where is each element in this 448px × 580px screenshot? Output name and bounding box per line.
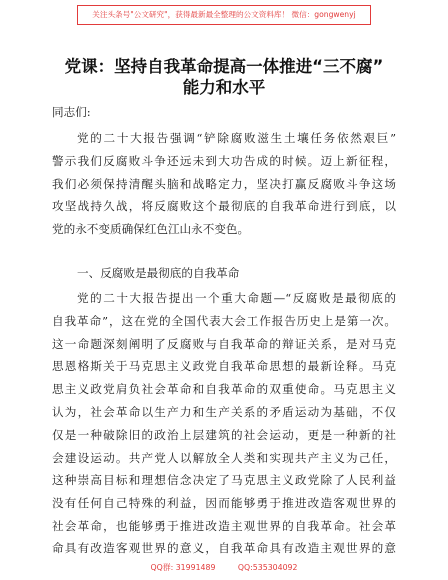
paragraph2-line: 思恩格斯关于马克思主义政党自我革命思想的最新诠释。马克 xyxy=(52,359,396,373)
paragraph2-line: 社会革命，也能够勇于推进改造主观世界的自我革命。社会革 xyxy=(52,519,396,533)
paragraph1-line: 我们必须保持清醒头脑和战略定力，坚决打赢反腐败斗争这场 xyxy=(52,177,396,191)
section-heading: 一、反腐败是最彻底的自我革命 xyxy=(77,266,240,280)
paragraph2-line: 这种崇高目标和理想信念决定了马克思主义政党除了人民利益 xyxy=(52,473,396,487)
paragraph2-line: 思主义政党肩负社会革命和自我革命的双重使命。马克思主义 xyxy=(52,382,396,396)
paragraph1-line: 警示我们反腐败斗争还远未到大功告成的时候。迈上新征程， xyxy=(52,154,396,168)
document-title-line2: 能力和水平 xyxy=(182,78,266,97)
paragraph2-line: 仅是一种破除旧的政治上层建筑的社会运动，更是一种新的社 xyxy=(52,428,396,442)
paragraph2-line: 自我革命”，这在党的全国代表大会工作报告历史上是第一次。 xyxy=(52,314,396,328)
salutation: 同志们: xyxy=(52,105,91,119)
paragraph2-line: 命具有改造客观世界的意义，自我革命具有改造主观世界的意 xyxy=(52,541,396,555)
paragraph2-line: 没有任何自己特殊的利益，因而能够勇于推进改造客观世界的 xyxy=(52,496,396,510)
paragraph1-line: 党的永不变质确保红色江山永不变色。 xyxy=(52,222,250,236)
page-footer xyxy=(0,562,448,574)
footer-qq-group: QQ群: 31991489 xyxy=(150,563,216,572)
promo-banner: 关注头条号"公文研究"，获得最新最全整理的公文资料库！ 微信：gongwenyj xyxy=(77,5,371,25)
document-title-line1: 党课：坚持自我革命提高一体推进“三不腐” xyxy=(64,57,384,76)
paragraph2-line: 这一命题深刻阐明了反腐败与自我革命的辩证关系，是对马克 xyxy=(52,337,396,351)
paragraph2-line: 认为，社会革命以生产力和生产关系的矛盾运动为基础，不仅 xyxy=(52,405,396,419)
footer-qq: QQ:535304092 xyxy=(237,563,298,572)
paragraph1-line: 党的二十大报告强调“铲除腐败滋生土壤任务依然艰巨” xyxy=(77,131,396,145)
paragraph2-line: 会建设运动。共产党人以解放全人类和实现共产主义为己任， xyxy=(52,451,396,465)
paragraph2-line: 党的二十大报告提出一个重大命题—“反腐败是最彻底的 xyxy=(77,291,396,305)
paragraph1-line: 攻坚战持久战，将反腐败这个最彻底的自我革命进行到底，以 xyxy=(52,199,396,213)
